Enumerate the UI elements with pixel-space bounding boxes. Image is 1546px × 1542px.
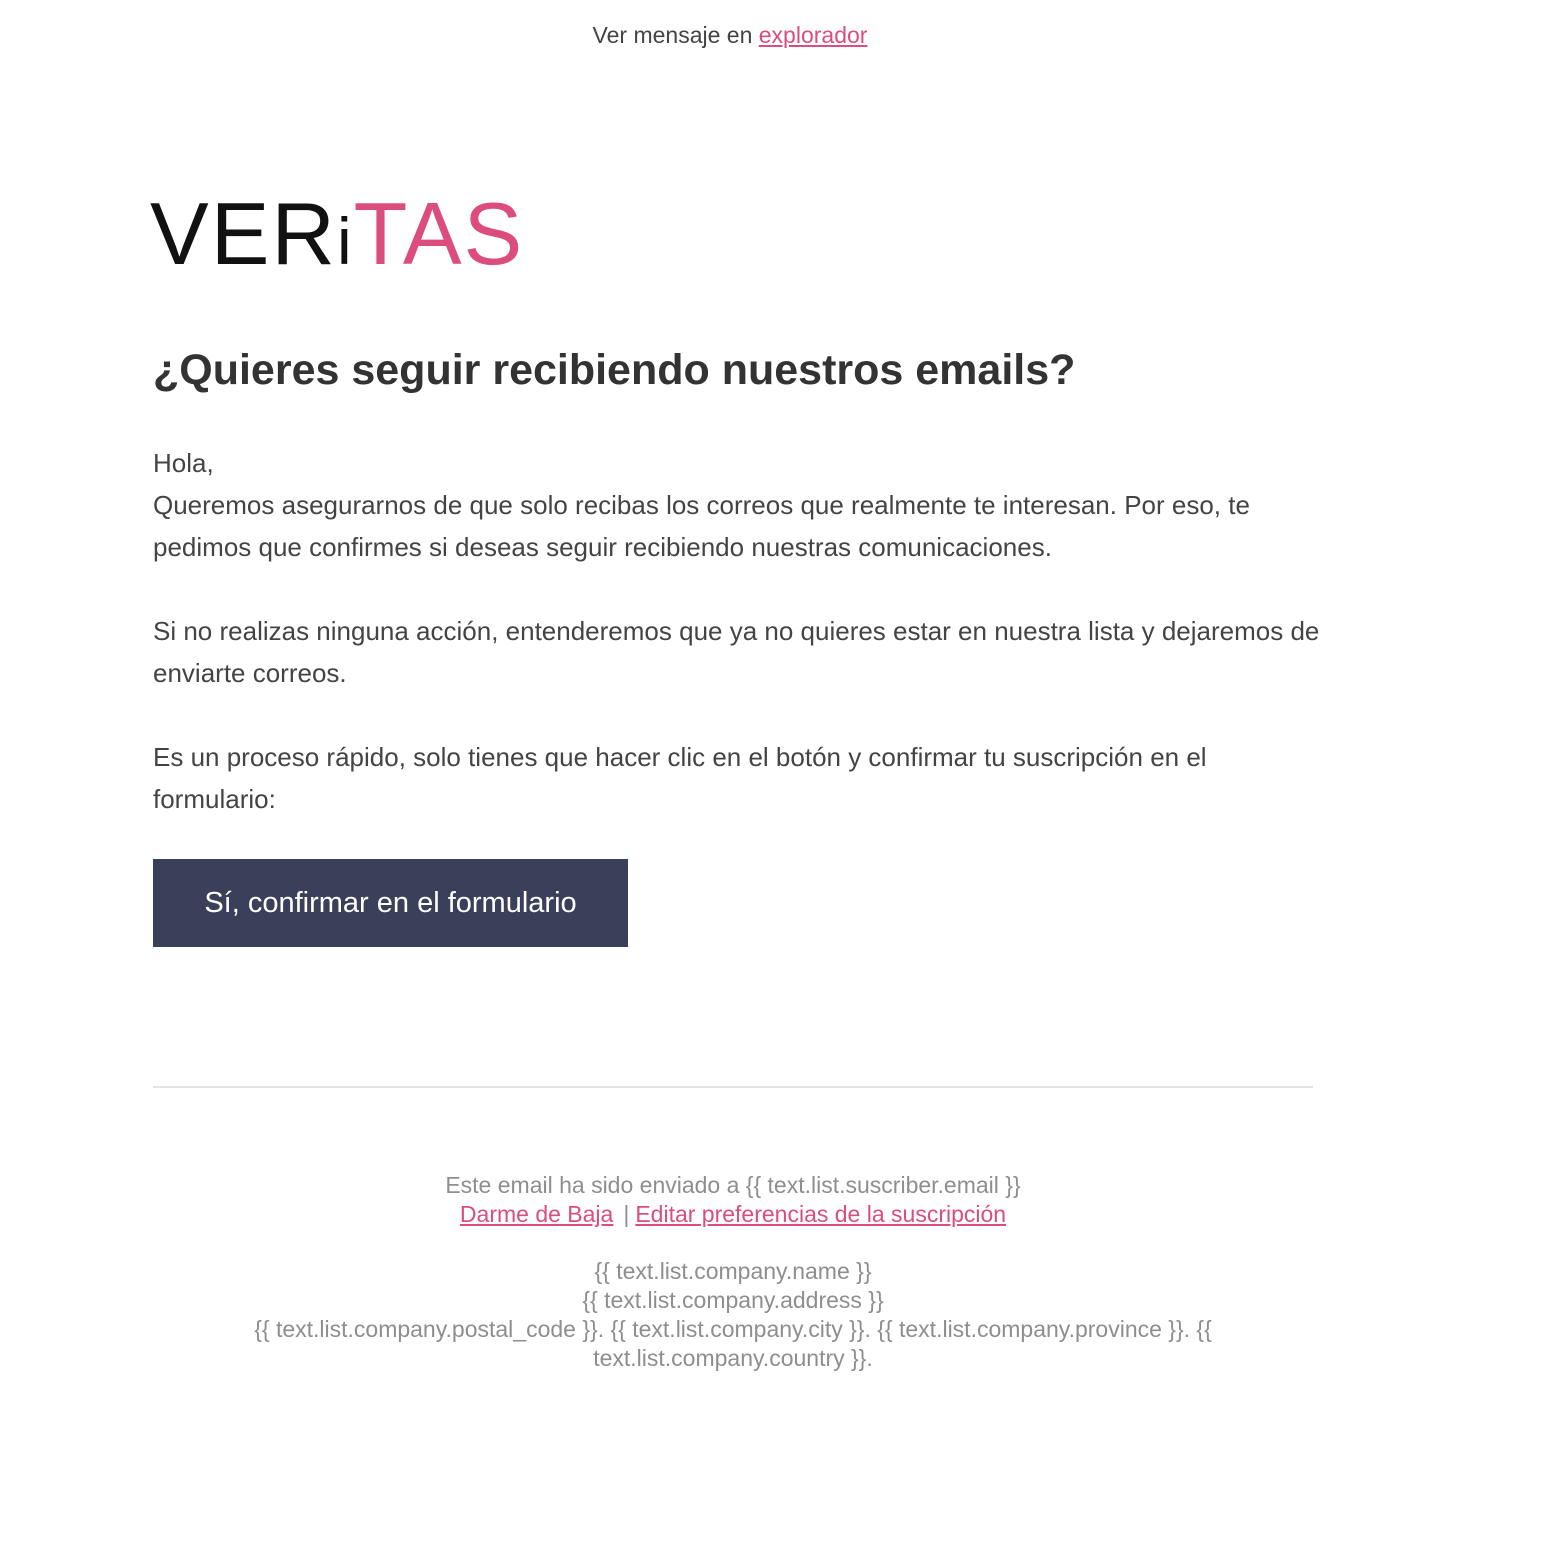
- greeting: Hola,: [153, 448, 214, 478]
- footer-links: [153, 1200, 1313, 1229]
- paragraph-process: Es un proceso rápido, solo tienes que hacer clic en el botón y confirmar tu suscripción en el formulario:: [153, 742, 1207, 814]
- footer-sent-info: [153, 1171, 1313, 1229]
- logo-part-dark: VER: [150, 184, 337, 283]
- confirm-form-button[interactable]: Sí, confirmar en el formulario: [153, 859, 628, 947]
- unsubscribe-link[interactable]: Darme de Baja: [459, 1201, 614, 1227]
- email-heading: ¿Quieres seguir recibiendo nuestros emails?: [153, 346, 1076, 394]
- company-location: {{ text.list.company.postal_code }}. {{ text.list.company.city }}. {{ text.list.company.province }}. {{: [254, 1316, 1212, 1342]
- company-name: {{ text.list.company.name }}: [594, 1258, 872, 1284]
- footer-link-separator: |: [623, 1201, 630, 1227]
- footer-divider: [153, 1086, 1313, 1088]
- view-in-browser-link[interactable]: explorador: [758, 22, 868, 48]
- paragraph-no-action: Si no realizas ninguna acción, entenderemos que ya no quieres estar en nuestra lista y dejaremos de enviarte correos.: [153, 616, 1320, 688]
- footer-company-info: [153, 1257, 1313, 1373]
- company-address: {{ text.list.company.address }}: [582, 1287, 884, 1313]
- paragraph-confirm-request: Queremos asegurarnos de que solo recibas los correos que realmente te interesan. Por eso, te pedimos que confirmes si deseas seguir recibiendo nuestras comunicaciones.: [153, 490, 1250, 562]
- logo-part-pink: TAS: [353, 184, 525, 283]
- view-in-browser-bar: [0, 22, 1460, 49]
- footer-sent-to: Este email ha sido enviado a {{ text.list.suscriber.email }}: [445, 1172, 1021, 1198]
- edit-preferences-link[interactable]: Editar preferencias de la suscripción: [635, 1201, 1007, 1227]
- veritas-logo: [150, 184, 525, 283]
- intro-paragraph: [153, 442, 1323, 568]
- view-in-browser-text: Ver mensaje en: [592, 22, 753, 48]
- company-country: text.list.company.country }}.: [593, 1345, 873, 1371]
- logo-part-dark-i: i: [336, 204, 354, 278]
